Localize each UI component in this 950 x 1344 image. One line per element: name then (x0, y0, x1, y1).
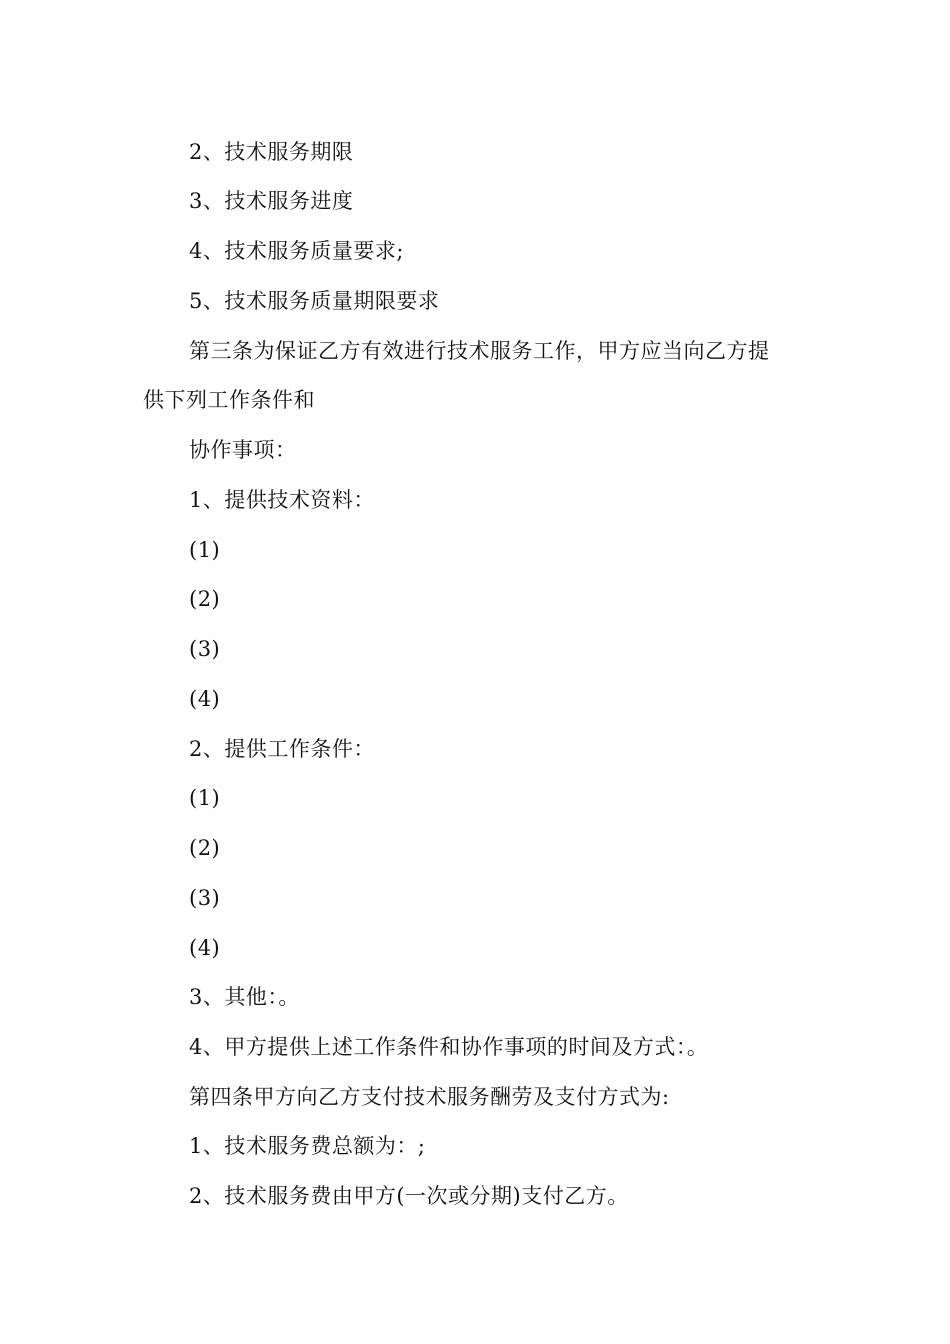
text-line: (4) (189, 936, 221, 960)
text-line: 2、提供工作条件： (189, 737, 375, 761)
text-line: (3) (189, 637, 221, 661)
text-line: (4) (189, 687, 221, 711)
text-line: 供下列工作条件和 (143, 388, 315, 412)
text-line: (1) (189, 786, 221, 810)
text-line: 第三条为保证乙方有效进行技术服务工作，甲方应当向乙方提 (189, 339, 770, 363)
text-line: 2、技术服务费由甲方(一次或分期)支付乙方。 (189, 1184, 629, 1208)
text-line: 4、技术服务质量要求; (189, 239, 404, 263)
text-line: 3、其他：。 (189, 985, 300, 1009)
text-line: 2、技术服务期限 (189, 140, 354, 164)
text-line: 5、技术服务质量期限要求 (189, 289, 440, 313)
text-line: 协作事项： (189, 438, 297, 462)
text-line: 4、甲方提供上述工作条件和协作事项的时间及方式：。 (189, 1035, 709, 1059)
text-line: (1) (189, 538, 221, 562)
text-line: 第四条甲方向乙方支付技术服务酬劳及支付方式为: (189, 1085, 670, 1109)
text-line: 1、技术服务费总额为：; (189, 1134, 426, 1158)
text-line: (3) (189, 886, 221, 910)
text-line: 3、技术服务进度 (189, 189, 354, 213)
text-line: (2) (189, 836, 221, 860)
text-line: 1、提供技术资料： (189, 488, 375, 512)
text-line: (2) (189, 587, 221, 611)
